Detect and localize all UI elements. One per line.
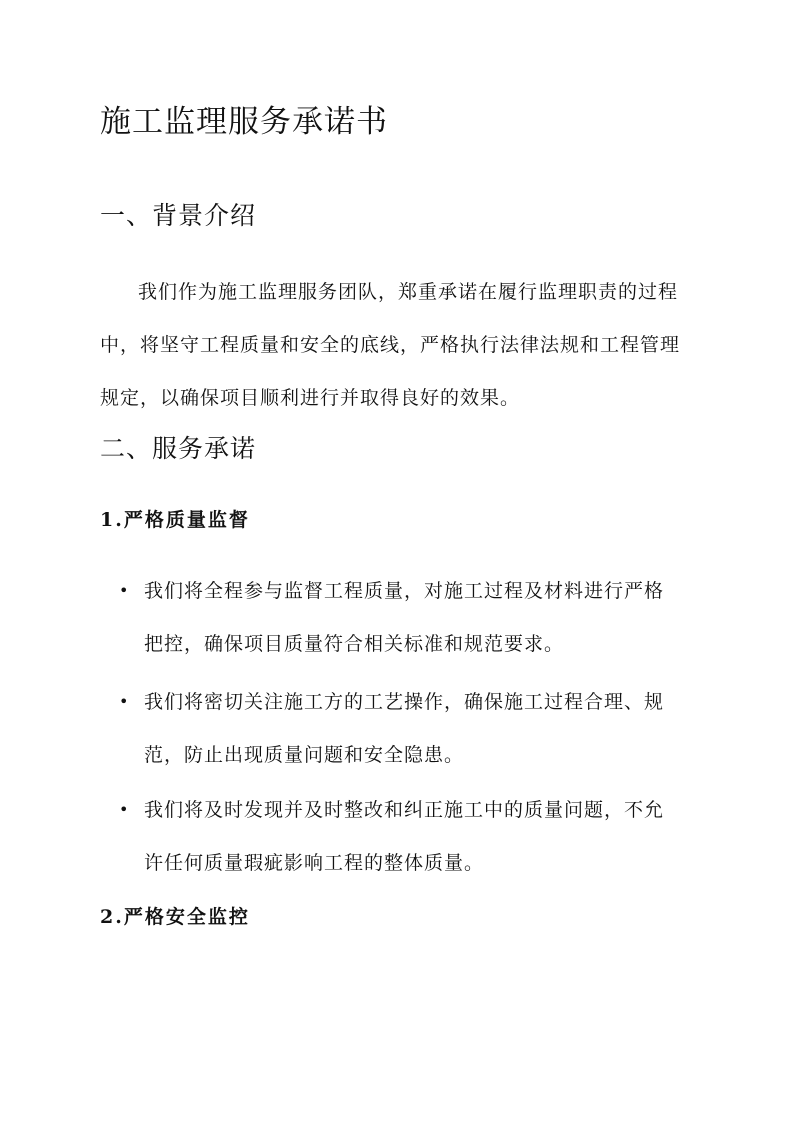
bullet-icon: •: [119, 800, 129, 819]
bullet-icon: •: [119, 692, 129, 711]
paragraph-line: 规定，以确保项目顺利进行并取得良好的效果。: [100, 387, 521, 409]
list-item-text: [144, 565, 700, 671]
list-item-text: [144, 676, 700, 782]
paragraph-line: 中，将坚守工程质量和安全的底线，严格执行法律法规和工程管理: [100, 334, 681, 356]
list-item-line: 把控，确保项目质量符合相关标准和规范要求。: [144, 633, 565, 655]
section-heading-background: 一、背景介绍: [100, 201, 257, 230]
bullet-icon: •: [119, 581, 129, 600]
subsection-heading-quality: 1.严格质量监督: [100, 509, 250, 531]
section-heading-service-commitment: 二、服务承诺: [100, 434, 257, 463]
list-item-line: 范，防止出现质量问题和安全隐患。: [144, 744, 465, 766]
background-paragraph: [100, 266, 700, 425]
list-item-line: 我们将及时发现并及时整改和纠正施工中的质量问题，不允: [144, 799, 665, 821]
list-item-line: 我们将密切关注施工方的工艺操作，确保施工过程合理、规: [144, 691, 665, 713]
list-item-text: [144, 784, 700, 890]
list-item-line: 许任何质量瑕疵影响工程的整体质量。: [144, 852, 485, 874]
paragraph-line: 我们作为施工监理服务团队，郑重承诺在履行监理职责的过程: [138, 281, 679, 303]
subsection-heading-safety: 2.严格安全监控: [100, 906, 250, 928]
document-title: 施工监理服务承诺书: [100, 104, 388, 140]
list-item-line: 我们将全程参与监督工程质量，对施工过程及材料进行严格: [144, 580, 665, 602]
